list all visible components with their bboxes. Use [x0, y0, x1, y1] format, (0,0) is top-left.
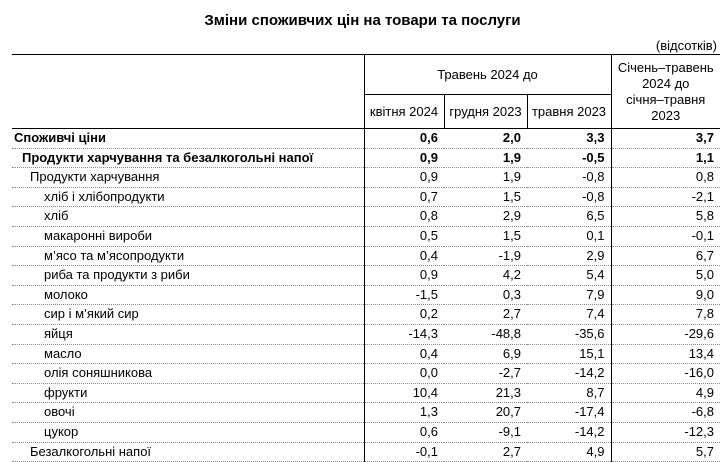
value-vs-december-2023: -1,9: [444, 246, 527, 266]
value-vs-december-2023: 20,7: [444, 403, 527, 423]
value-vs-december-2023: 0,3: [444, 285, 527, 305]
header-cumulative-line: січня–травня: [626, 91, 706, 107]
row-category: фрукти: [12, 383, 364, 403]
row-category: Споживчі ціни: [12, 129, 364, 149]
header-cumulative-line: 2023: [651, 107, 681, 123]
value-vs-may-2023: 3,3: [527, 129, 611, 149]
value-vs-may-2023: 0,1: [527, 226, 611, 246]
table-row: [12, 187, 720, 207]
header-period-group: Травень 2024 до: [364, 55, 611, 95]
row-category: сир і м’який сир: [12, 305, 364, 325]
table-row: [12, 305, 720, 325]
value-vs-december-2023: 2,9: [444, 207, 527, 227]
value-vs-may-2023: -14,2: [527, 422, 611, 442]
row-category: макаронні вироби: [12, 226, 364, 246]
table-row: [12, 364, 720, 384]
value-vs-may-2023: -0,8: [527, 168, 611, 188]
value-cumulative: -6,8: [611, 403, 720, 423]
value-vs-may-2023: 15,1: [527, 344, 611, 364]
row-category: олія соняшникова: [12, 364, 364, 384]
value-vs-april-2024: 0,4: [364, 246, 444, 266]
table-row: [12, 422, 720, 442]
value-vs-april-2024: -0,1: [364, 442, 444, 462]
table-row: [12, 148, 720, 168]
value-cumulative: 6,7: [611, 246, 720, 266]
value-vs-april-2024: 0,5: [364, 226, 444, 246]
header-sub-april: квітня 2024: [364, 95, 444, 129]
value-cumulative: -12,3: [611, 422, 720, 442]
table-row: [12, 266, 720, 286]
row-category: овочі: [12, 403, 364, 423]
value-vs-december-2023: 1,5: [444, 187, 527, 207]
value-cumulative: -16,0: [611, 364, 720, 384]
value-cumulative: -29,6: [611, 324, 720, 344]
header-cumulative: [611, 55, 720, 129]
value-cumulative: 5,8: [611, 207, 720, 227]
row-category: молоко: [12, 285, 364, 305]
value-vs-december-2023: 1,5: [444, 226, 527, 246]
table-row: [12, 226, 720, 246]
value-vs-april-2024: -1,5: [364, 285, 444, 305]
value-cumulative: 5,7: [611, 442, 720, 462]
value-cumulative: 5,0: [611, 266, 720, 286]
value-cumulative: 4,9: [611, 383, 720, 403]
header-category-cell: [12, 55, 364, 129]
value-vs-december-2023: 1,9: [444, 148, 527, 168]
page-title: Зміни споживчих цін на товари та послуги: [204, 12, 521, 29]
header-cumulative-line: Січень–травень: [617, 59, 714, 75]
value-vs-may-2023: 8,7: [527, 383, 611, 403]
value-vs-december-2023: -9,1: [444, 422, 527, 442]
value-vs-april-2024: 0,9: [364, 266, 444, 286]
value-vs-april-2024: 10,4: [364, 383, 444, 403]
value-vs-december-2023: -2,7: [444, 364, 527, 384]
value-cumulative: -0,1: [611, 226, 720, 246]
value-vs-may-2023: -0,5: [527, 148, 611, 168]
table-row: [12, 207, 720, 227]
value-vs-may-2023: -35,6: [527, 324, 611, 344]
value-vs-april-2024: 0,6: [364, 129, 444, 149]
value-vs-december-2023: -48,8: [444, 324, 527, 344]
value-vs-may-2023: 5,4: [527, 266, 611, 286]
value-vs-april-2024: 0,8: [364, 207, 444, 227]
value-cumulative: 0,8: [611, 168, 720, 188]
value-vs-may-2023: 2,9: [527, 246, 611, 266]
value-vs-may-2023: 7,9: [527, 285, 611, 305]
unit-label: (відсотків): [655, 38, 717, 53]
row-category: м’ясо та м’ясопродукти: [12, 246, 364, 266]
row-category: Безалкогольні напої: [12, 442, 364, 462]
value-vs-april-2024: 0,9: [364, 148, 444, 168]
value-vs-december-2023: 1,9: [444, 168, 527, 188]
value-vs-december-2023: 2,0: [444, 129, 527, 149]
value-vs-april-2024: -14,3: [364, 324, 444, 344]
value-cumulative: 1,1: [611, 148, 720, 168]
value-vs-april-2024: 1,3: [364, 403, 444, 423]
value-vs-december-2023: 2,7: [444, 305, 527, 325]
table-body: [12, 129, 720, 462]
row-category: хліб і хлібопродукти: [12, 187, 364, 207]
value-vs-may-2023: -14,2: [527, 364, 611, 384]
value-cumulative: 3,7: [611, 129, 720, 149]
value-vs-april-2024: 0,9: [364, 168, 444, 188]
value-vs-april-2024: 0,2: [364, 305, 444, 325]
row-category: Продукти харчування та безалкогольні напої: [12, 148, 364, 168]
value-cumulative: -2,1: [611, 187, 720, 207]
price-change-table: [12, 54, 720, 462]
row-category: яйця: [12, 324, 364, 344]
value-vs-may-2023: 4,9: [527, 442, 611, 462]
value-vs-april-2024: 0,6: [364, 422, 444, 442]
value-vs-may-2023: 6,5: [527, 207, 611, 227]
value-vs-april-2024: 0,7: [364, 187, 444, 207]
row-category: Продукти харчування: [12, 168, 364, 188]
row-category: риба та продукти з риби: [12, 266, 364, 286]
value-vs-december-2023: 2,7: [444, 442, 527, 462]
table-row: [12, 344, 720, 364]
table-row: [12, 285, 720, 305]
value-vs-december-2023: 21,3: [444, 383, 527, 403]
table-row: [12, 403, 720, 423]
value-cumulative: 7,8: [611, 305, 720, 325]
value-vs-may-2023: -0,8: [527, 187, 611, 207]
header-sub-may: травня 2023: [527, 95, 611, 129]
table-row: [12, 246, 720, 266]
row-category: масло: [12, 344, 364, 364]
value-vs-may-2023: 7,4: [527, 305, 611, 325]
value-vs-april-2024: 0,4: [364, 344, 444, 364]
value-vs-april-2024: 0,0: [364, 364, 444, 384]
table-row: [12, 383, 720, 403]
value-vs-may-2023: -17,4: [527, 403, 611, 423]
value-vs-december-2023: 6,9: [444, 344, 527, 364]
table-row: [12, 442, 720, 462]
value-cumulative: 9,0: [611, 285, 720, 305]
table-row: [12, 129, 720, 149]
value-vs-december-2023: 4,2: [444, 266, 527, 286]
table-row: [12, 324, 720, 344]
row-category: цукор: [12, 422, 364, 442]
header-cumulative-line: 2024 до: [642, 75, 690, 91]
value-cumulative: 13,4: [611, 344, 720, 364]
header-sub-december: грудня 2023: [444, 95, 527, 129]
table-row: [12, 168, 720, 188]
row-category: хліб: [12, 207, 364, 227]
